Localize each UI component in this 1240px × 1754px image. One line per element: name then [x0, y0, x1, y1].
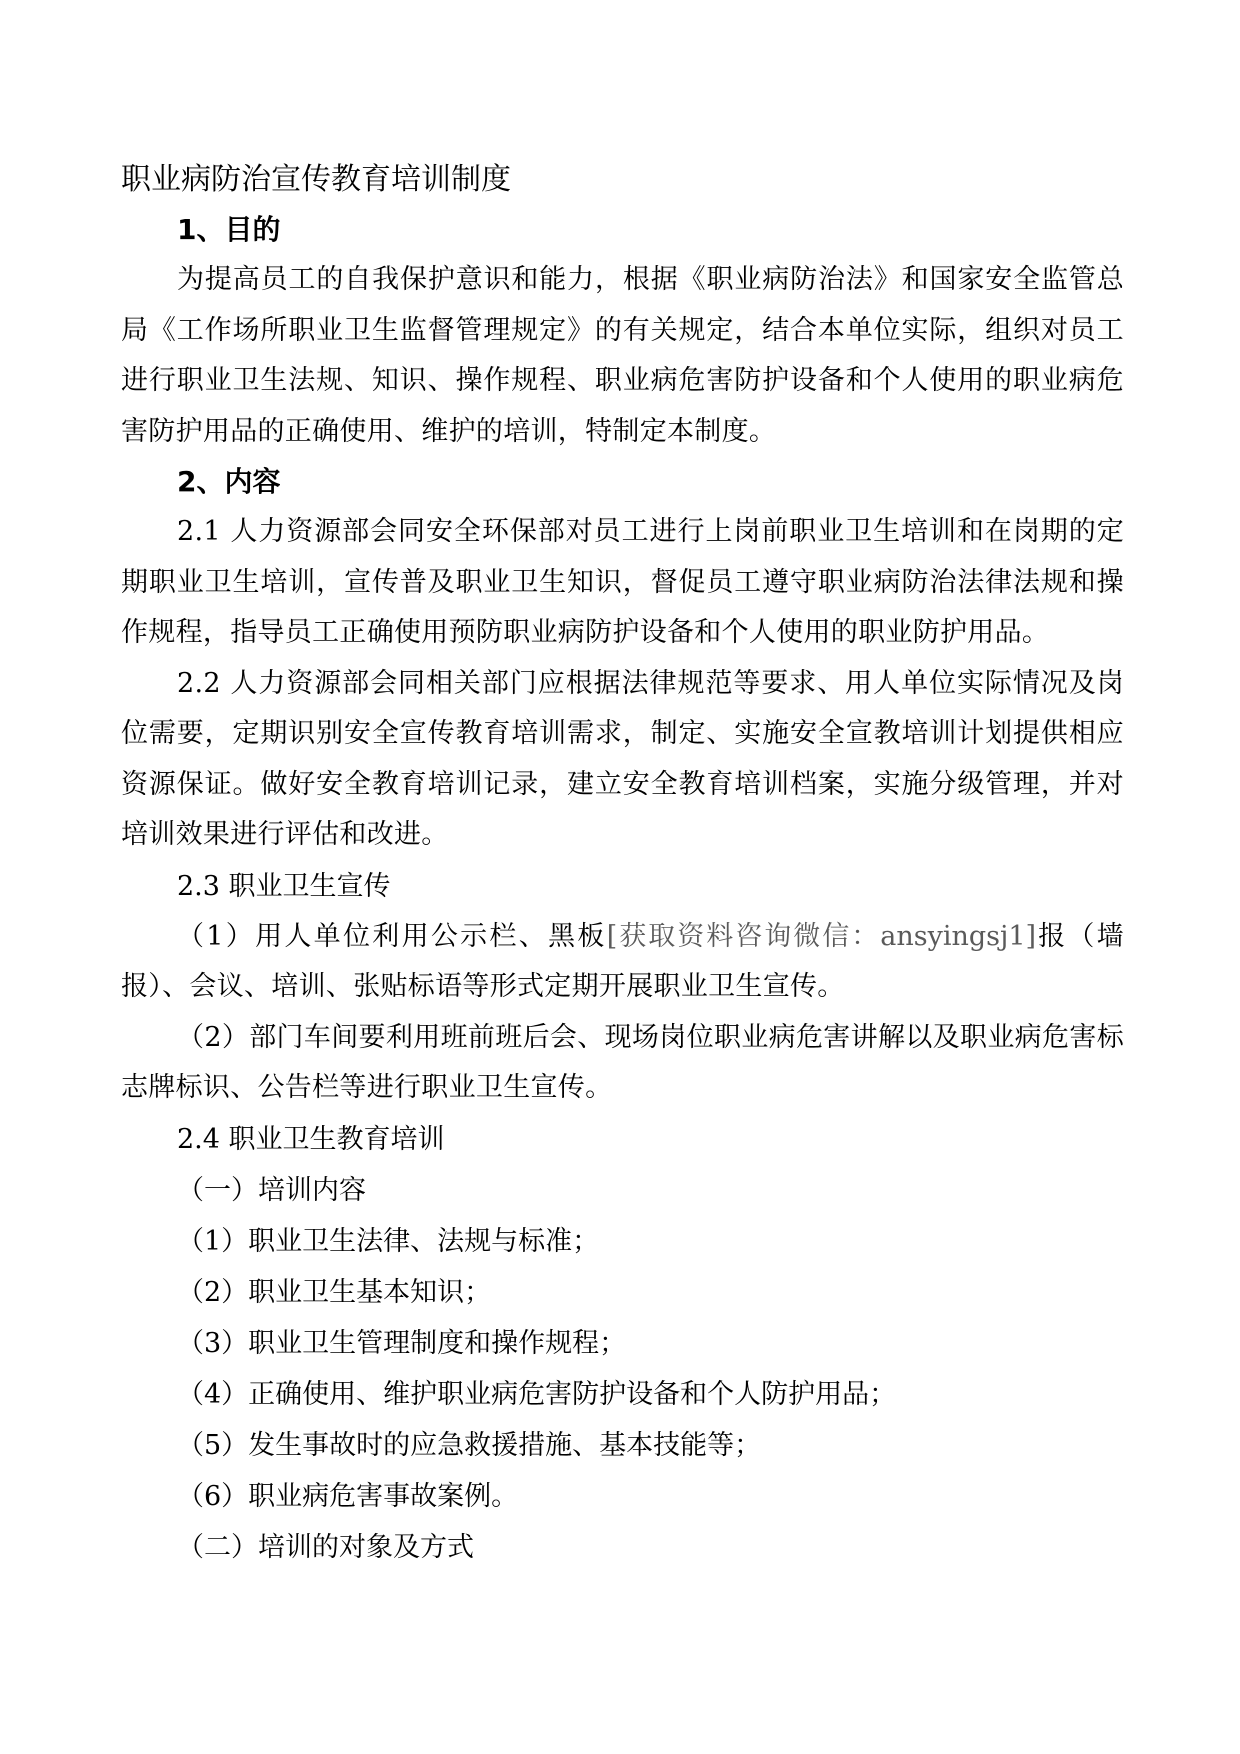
document-title: 职业病防治宣传教育培训制度 — [121, 162, 511, 197]
paragraph-2-3-1-start: （1）用人单位利用公示栏、黑板 — [177, 920, 607, 952]
watermark-text: [获取资料咨询微信：ansyingsj1] — [606, 920, 1037, 952]
list-item: （6）职业病危害事故案例。 — [177, 1480, 519, 1512]
training-target-heading: （二）培训的对象及方式 — [177, 1531, 474, 1563]
training-content-heading: （一）培训内容 — [177, 1174, 366, 1206]
subheading-2-3: 2.3 职业卫生宣传 — [177, 870, 391, 902]
section-heading-content: 2、内容 — [177, 465, 281, 498]
paragraph-2-3-1-end: 报（墙报）、会议、培训、张贴标语等形式定期开展职业卫生宣传。 — [121, 920, 1124, 1002]
paragraph-2-2: 2.2 人力资源部会同相关部门应根据法律规范等要求、用人单位实际情况及岗位需要，定期识别安全宣传教育培训需求，制定、实施安全宣教培训计划提供相应资源保证。做好安全教育培训记录，建立安全教育培训档案，实施分级管理，并对培训效果进行评估和改进。 — [121, 667, 1124, 850]
list-item: （4）正确使用、维护职业病危害防护设备和个人防护用品； — [177, 1378, 897, 1410]
list-item: （2）职业卫生基本知识； — [177, 1276, 492, 1308]
list-item: （5）发生事故时的应急救援措施、基本技能等； — [177, 1429, 762, 1461]
list-item: （1）职业卫生法律、法规与标准； — [177, 1225, 600, 1257]
section-heading-purpose: 1、目的 — [177, 213, 281, 246]
paragraph-2-1: 2.1 人力资源部会同安全环保部对员工进行上岗前职业卫生培训和在岗期的定期职业卫生培训，宣传普及职业卫生知识，督促员工遵守职业病防治法律法规和操作规程，指导员工正确使用预防职业病防护设备和个人使用的职业防护用品。 — [121, 516, 1124, 648]
purpose-paragraph: 为提高员工的自我保护意识和能力，根据《职业病防治法》和国家安全监管总局《工作场所职业卫生监督管理规定》的有关规定，结合本单位实际，组织对员工进行职业卫生法规、知识、操作规程、职业病危害防护设备和个人使用的职业病危害防护用品的正确使用、维护的培训，特制定本制度。 — [121, 264, 1124, 447]
subheading-2-4: 2.4 职业卫生教育培训 — [177, 1123, 445, 1155]
list-item: （3）职业卫生管理制度和操作规程； — [177, 1327, 627, 1359]
document-page — [121, 155, 1124, 1573]
paragraph-2-3-2: （2）部门车间要利用班前班后会、现场岗位职业病危害讲解以及职业病危害标志牌标识、公告栏等进行职业卫生宣传。 — [121, 1021, 1124, 1103]
paragraph-2-3-1 — [121, 912, 1124, 1013]
